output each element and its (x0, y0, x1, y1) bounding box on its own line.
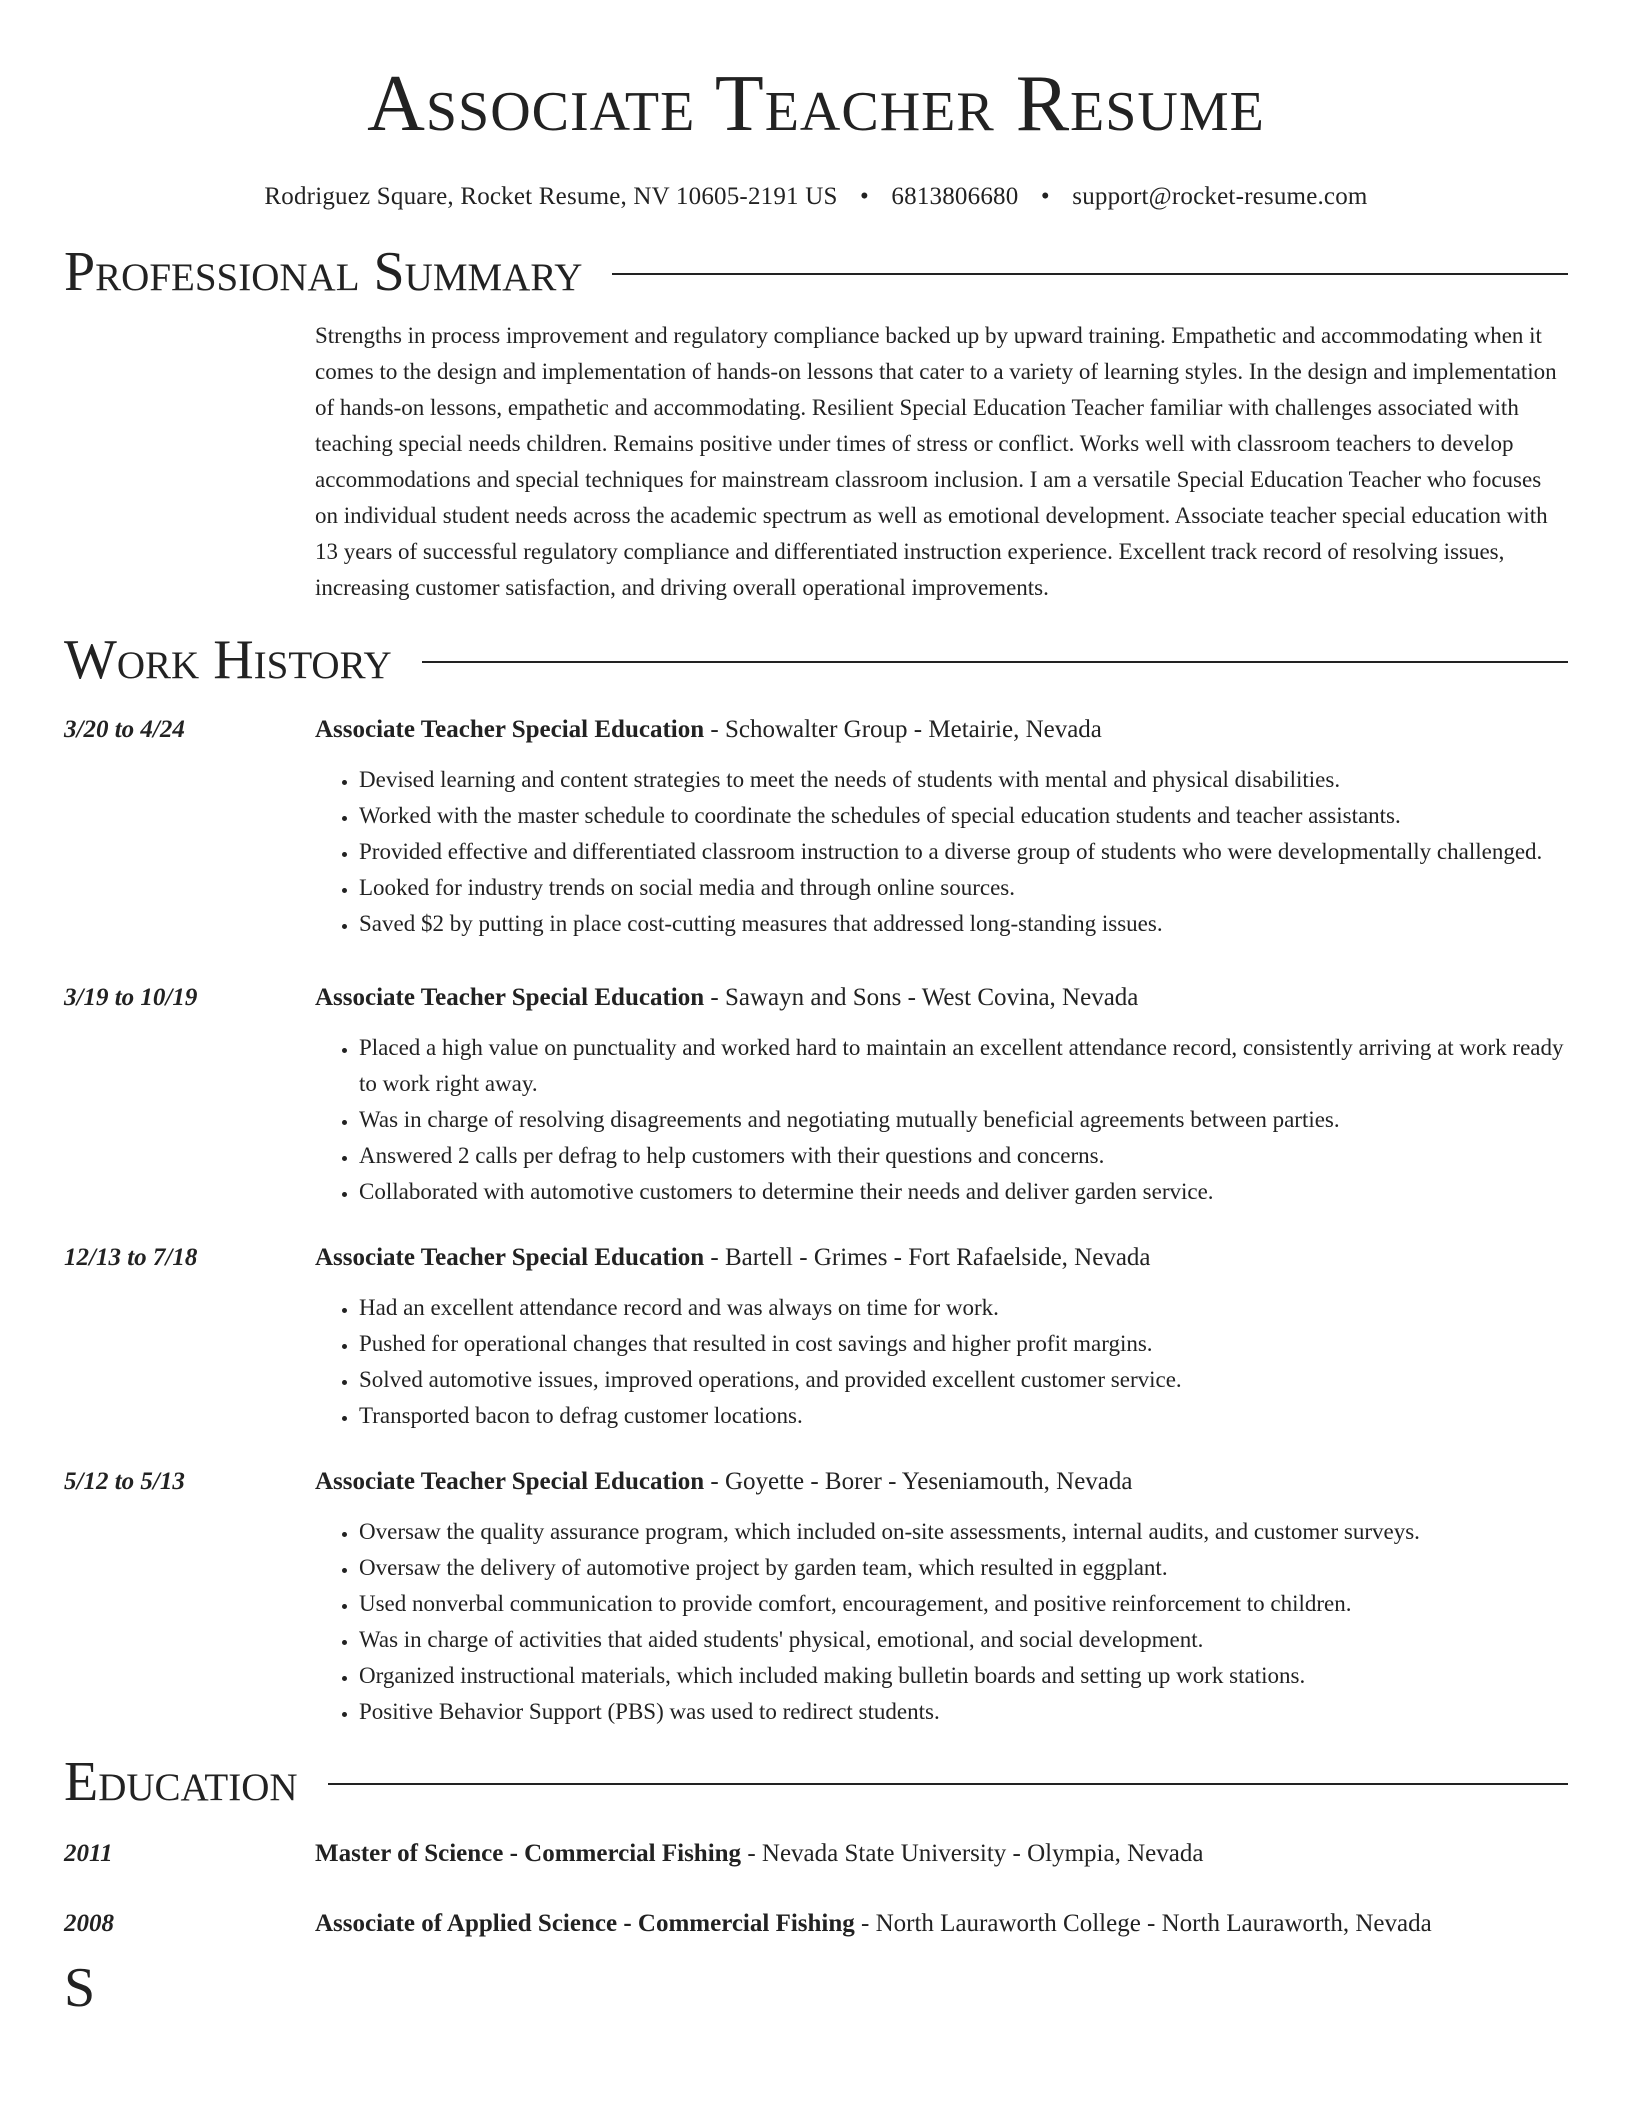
education-degree: Master of Science - Commercial Fishing (315, 1840, 742, 1867)
job-bullet: • Answered 2 calls per defrag to help customers with their questions and concerns. (359, 1138, 1568, 1174)
job-position: Associate Teacher Special Education (315, 716, 705, 743)
education-body (315, 1906, 1568, 1942)
work-history-heading: Work History (64, 629, 392, 691)
section-divider (328, 1783, 1568, 1785)
job-bullet: • Placed a high value on punctuality and worked hard to maintain an excellent attendance record, consistently arriving at work ready to work right away. (359, 1030, 1568, 1102)
job-body (315, 712, 1568, 942)
job-bullet: • Positive Behavior Support (PBS) was used to redirect students. (359, 1694, 1568, 1730)
next-section-header (64, 1956, 1568, 2020)
job-bullet: • Pushed for operational changes that resulted in cost savings and higher profit margins. (359, 1326, 1568, 1362)
job-bullet: • Was in charge of activities that aided students' physical, emotional, and social development. (359, 1622, 1568, 1658)
job-entry (64, 1464, 1568, 1730)
job-position: Associate Teacher Special Education (315, 984, 705, 1011)
job-bullet: • Oversaw the quality assurance program, which included on-site assessments, internal audits, and customer surveys. (359, 1514, 1568, 1550)
summary-section-header (64, 240, 1568, 304)
education-degree: Associate of Applied Science - Commercial Fishing (315, 1910, 855, 1937)
job-headline (315, 1464, 1568, 1500)
contact-email: support@rocket-resume.com (1072, 183, 1368, 210)
work-history-list (64, 712, 1568, 1730)
section-divider (612, 273, 1568, 275)
job-bullets (315, 762, 1568, 942)
job-bullet: • Was in charge of resolving disagreements and negotiating mutually beneficial agreements between parties. (359, 1102, 1568, 1138)
job-bullet: • Provided effective and differentiated classroom instruction to a diverse group of students who were developmentally challenged. (359, 834, 1568, 870)
job-employer-location: - Sawayn and Sons - West Covina, Nevada (704, 984, 1139, 1011)
education-year: 2011 (64, 1840, 113, 1867)
job-headline (315, 712, 1568, 748)
job-bullets (315, 1030, 1568, 1210)
job-entry (64, 1240, 1568, 1434)
job-dates: 3/20 to 4/24 (64, 716, 185, 743)
job-body (315, 980, 1568, 1210)
job-bullets (315, 1514, 1568, 1730)
job-employer-location: - Bartell - Grimes - Fort Rafaelside, Nevada (704, 1244, 1151, 1271)
job-bullet: • Saved $2 by putting in place cost-cutting measures that addressed long-standing issues. (359, 906, 1568, 942)
job-bullet: • Worked with the master schedule to coordinate the schedules of special education students and teacher assistants. (359, 798, 1568, 834)
section-divider (422, 661, 1568, 663)
job-entry (64, 980, 1568, 1210)
work-history-section-header (64, 628, 1568, 692)
job-bullet: • Used nonverbal communication to provide comfort, encouragement, and positive reinforcement to children. (359, 1586, 1568, 1622)
education-entry (64, 1906, 1568, 1942)
job-bullet: • Looked for industry trends on social media and through online sources. (359, 870, 1568, 906)
job-bullet: • Oversaw the delivery of automotive project by garden team, which resulted in eggplant. (359, 1550, 1568, 1586)
resume-title: Associate Teacher Resume (367, 60, 1265, 148)
job-headline (315, 980, 1568, 1016)
summary-heading: Professional Summary (64, 241, 583, 303)
job-bullets (315, 1290, 1568, 1434)
next-section-heading: S (64, 1957, 96, 2019)
job-entry (64, 712, 1568, 942)
education-entry (64, 1836, 1568, 1872)
job-bullet: • Collaborated with automotive customers to determine their needs and deliver garden service. (359, 1174, 1568, 1210)
contact-phone: 6813806680 (891, 183, 1019, 210)
education-school-location: - North Lauraworth College - North Lauraworth, Nevada (854, 1910, 1432, 1937)
education-heading: Education (64, 1751, 298, 1813)
education-year: 2008 (64, 1910, 114, 1937)
job-bullet: • Devised learning and content strategies to meet the needs of students with mental and physical disabilities. (359, 762, 1568, 798)
job-dates: 12/13 to 7/18 (64, 1244, 198, 1271)
job-employer-location: - Goyette - Borer - Yeseniamouth, Nevada (704, 1468, 1133, 1495)
job-bullet: • Had an excellent attendance record and was always on time for work. (359, 1290, 1568, 1326)
education-school-location: - Nevada State University - Olympia, Nevada (741, 1840, 1204, 1867)
job-headline (315, 1240, 1568, 1276)
contact-separator: • (1040, 183, 1050, 210)
job-dates: 3/19 to 10/19 (64, 984, 198, 1011)
job-bullet: • Organized instructional materials, which included making bulletin boards and setting up work stations. (359, 1658, 1568, 1694)
education-section-header (64, 1750, 1568, 1814)
summary-text: Strengths in process improvement and regulatory compliance backed up by upward training. Empathetic and accommodating when it comes to the design and implementation of hands-on lessons that cater to a variety of learning styles. In the design and implementation of hands-on lessons, empathetic and accommodating. Resilient Special Education Teacher familiar with challenges associated with teaching special needs children. Remains positive under times of stress or conflict. Works well with classroom teachers to develop accommodations and special techniques for mainstream classroom inclusion. I am a versatile Special Education Teacher who focuses on individual student needs across the academic spectrum as well as emotional development. Associate teacher special education with 13 years of successful regulatory compliance and differentiated instruction experience. Excellent track record of resolving issues, increasing customer satisfaction, and driving overall operational improvements. (315, 323, 1557, 600)
job-bullet: • Solved automotive issues, improved operations, and provided excellent customer service. (359, 1362, 1568, 1398)
contact-line (64, 182, 1568, 212)
job-body (315, 1240, 1568, 1434)
job-dates: 5/12 to 5/13 (64, 1468, 185, 1495)
contact-address: Rodriguez Square, Rocket Resume, NV 10605-2191 US (264, 183, 838, 210)
education-body (315, 1836, 1568, 1872)
job-body (315, 1464, 1568, 1730)
job-employer-location: - Schowalter Group - Metairie, Nevada (704, 716, 1102, 743)
job-position: Associate Teacher Special Education (315, 1468, 705, 1495)
resume-page (64, 0, 1568, 2020)
job-bullet: • Transported bacon to defrag customer locations. (359, 1398, 1568, 1434)
education-list (64, 1836, 1568, 1942)
contact-separator: • (860, 183, 869, 210)
job-position: Associate Teacher Special Education (315, 1244, 705, 1271)
